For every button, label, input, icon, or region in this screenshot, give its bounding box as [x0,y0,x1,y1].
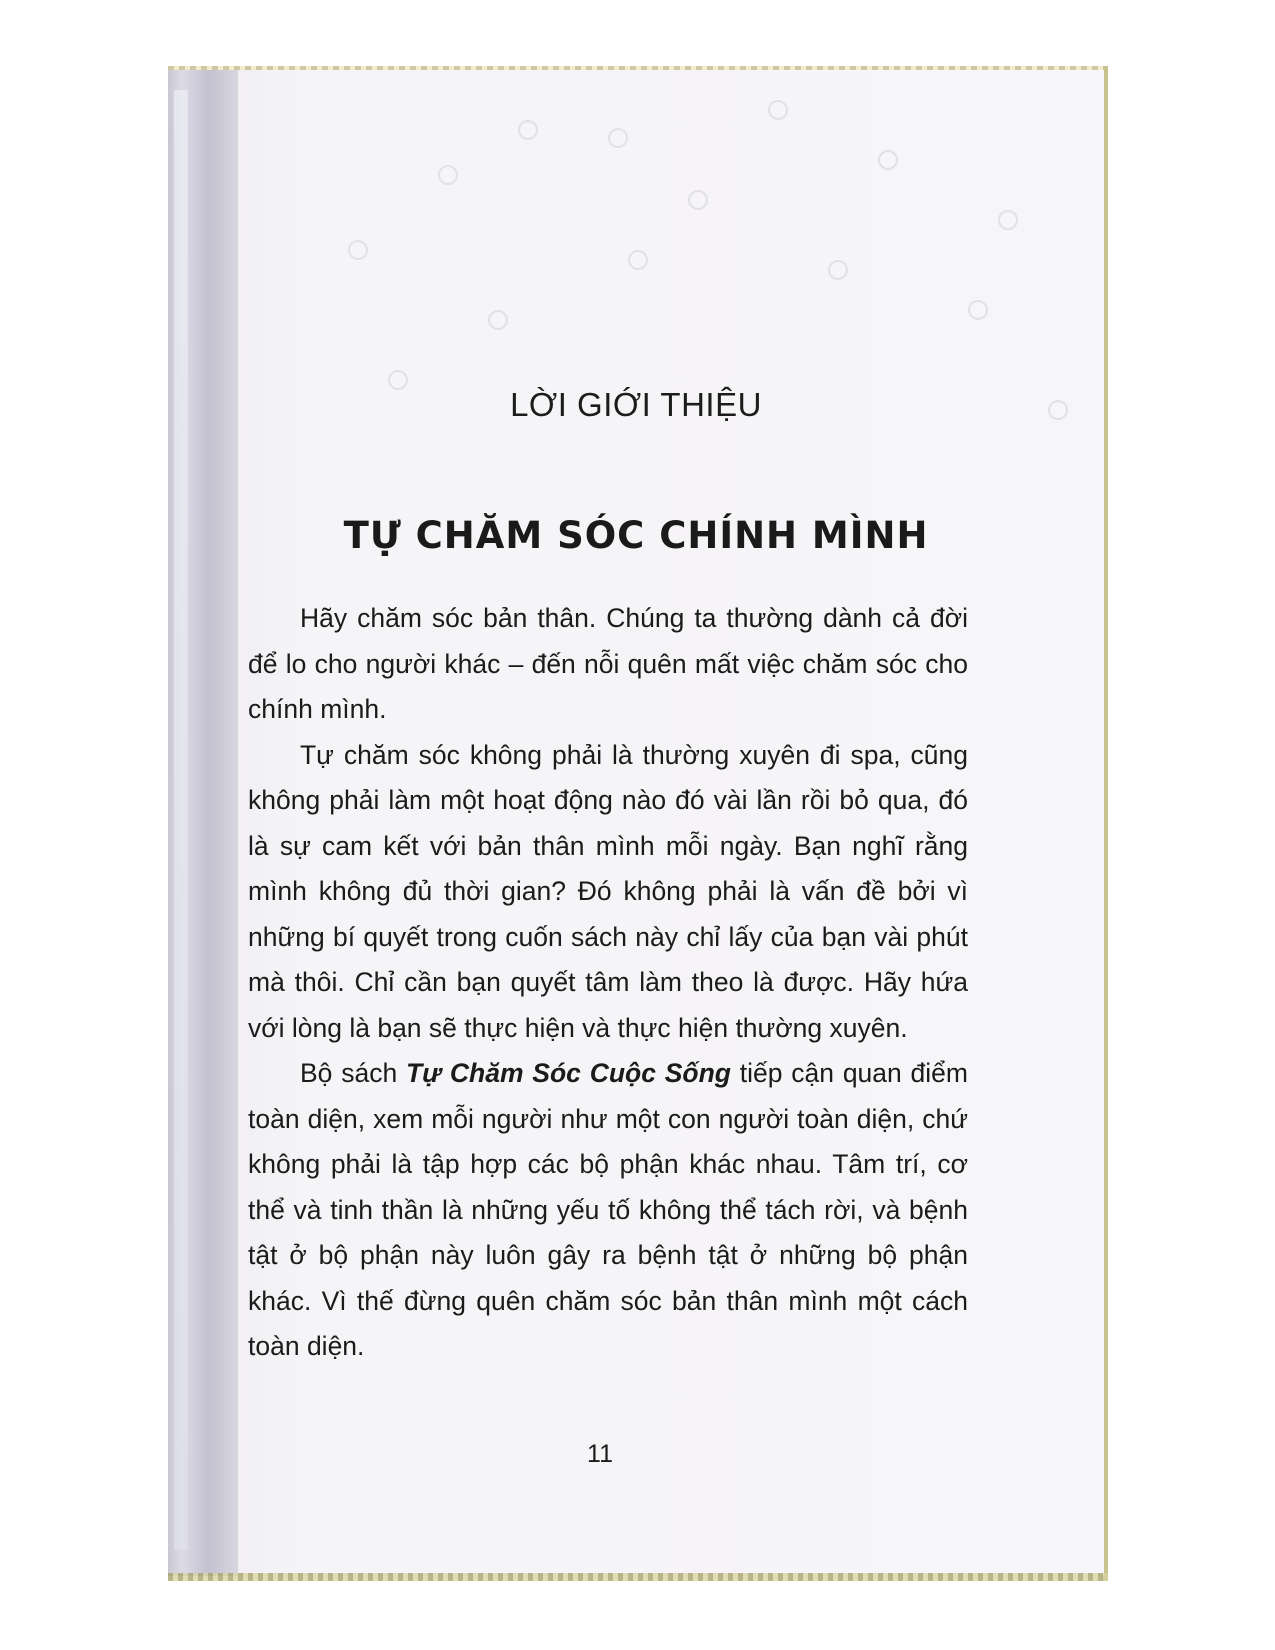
paragraph-1: Hãy chăm sóc bản thân. Chúng ta thường dành cả đời để lo cho người khác – đến nỗi quên mất việc chăm sóc cho chính mình. [248,603,968,724]
decorative-circle [608,128,628,148]
decorative-circle [968,300,988,320]
chapter-title: TỰ CHĂM SÓC CHÍNH MÌNH [343,514,929,557]
decorative-circle [878,150,898,170]
spine-highlight [174,90,188,1550]
decorative-circle [348,240,368,260]
section-heading: LỜI GIỚI THIỆU [510,386,762,423]
decorative-circle [488,310,508,330]
body-text [248,596,968,1370]
book-series-title: Tự Chăm Sóc Cuộc Sống [405,1058,731,1088]
page-number: 11 [587,1440,613,1468]
decorative-circle [998,210,1018,230]
decorative-circle [688,190,708,210]
paragraph-3-prefix: Bộ sách [300,1058,406,1088]
decorative-circle [438,165,458,185]
decorative-circle [768,100,788,120]
decorative-circle [628,250,648,270]
scan-edge-bottom [168,1573,1108,1581]
paragraph-3-rest: tiếp cận quan điểm toàn diện, xem mỗi người như một con người toàn diện, chứ không phải là tập hợp các bộ phận khác nhau. Tâm trí, cơ thể và tinh thần là những yếu tố không thể tách rời, và bệnh tật ở bộ phận này luôn gây ra bệnh tật ở những bộ phận khác. Vì thế đừng quên chăm sóc bản thân mình một cách toàn diện. [248,1058,968,1361]
paragraph-2: Tự chăm sóc không phải là thường xuyên đi spa, cũng không phải làm một hoạt động nào đó vài lần rồi bỏ qua, đó là sự cam kết với bản thân mình mỗi ngày. Bạn nghĩ rằng mình không đủ thời gian? Đó không phải là vấn đề bởi vì những bí quyết trong cuốn sách này chỉ lấy của bạn vài phút mà thôi. Chỉ cần bạn quyết tâm làm theo là được. Hãy hứa với lòng là bạn sẽ thực hiện và thực hiện thường xuyên. [248,739,968,1043]
decorative-circle [518,120,538,140]
paragraph-3 [248,1051,968,1370]
decorative-circle [828,260,848,280]
